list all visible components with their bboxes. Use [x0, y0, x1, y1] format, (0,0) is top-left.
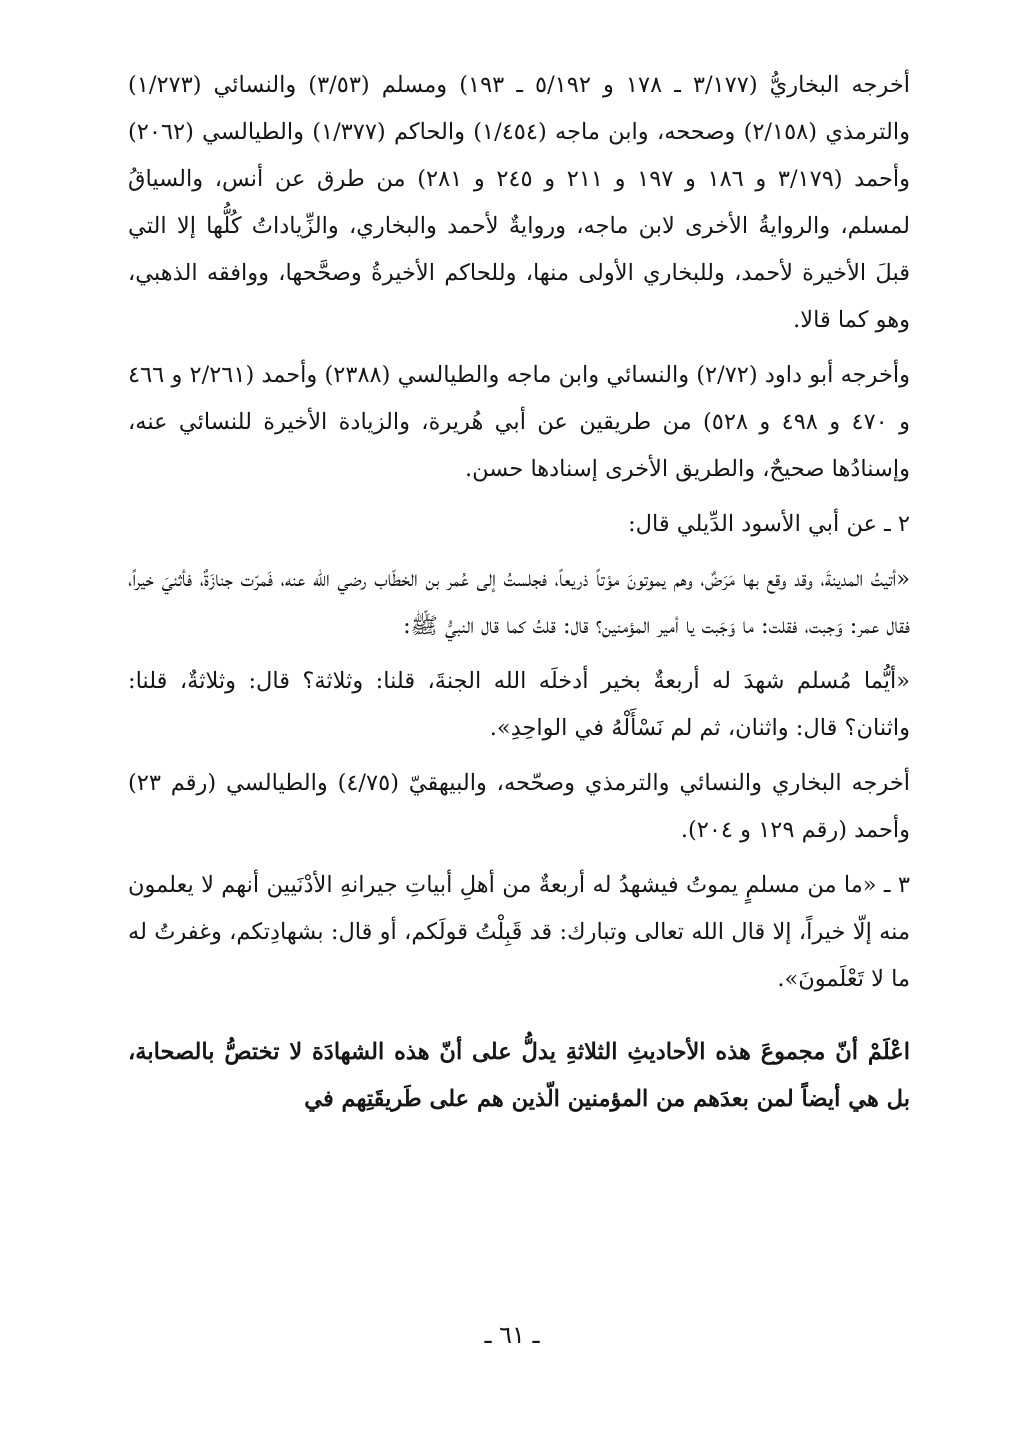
hadith-2-takhrij: أخرجه البخاري والنسائي والترمذي وصحّحه، والبيهقيّ (٤/٧٥) والطيالسي (رقم ٢٣) وأحمد (رقم ١٢٩ و ٢٠٤). — [128, 770, 910, 843]
commentary-paragraph: اعْلَمْ أنّ مجموعَ هذه الأحاديثِ الثلاثةِ يدلُّ على أنّ هذه الشهادَة لا تختصُّ بالصحابة، بل هي أيضاً لمن بعدَهم من المؤمنين الّذين هم على طَريقَتِهم في — [128, 1039, 910, 1112]
hadith-2-prophetic-saying: «أيُّما مُسلم شهدَ له أربعةٌ بخير أدخلَه الله الجنةَ، قلنا: وثلاثة؟ قال: وثلاثةٌ، قلنا: واثنان؟ قال: واثنان، ثم لم نَسْأَلْهُ في الواحِدِ». — [128, 668, 910, 741]
page-number: ـ ٦١ ـ — [484, 1321, 540, 1349]
hadith-3-text: ٣ ـ «ما من مسلمٍ يموتُ فيشهدُ له أربعةٌ من أهلِ أبياتِ جيرانهِ الأدْنَيين أنهم لا يعلمون منه إلّا خيراً، إلا قال الله تعالى وتبارك: قد قَبِلْتُ قولَكم، أو قال: بشهادِتكم، وغفرتُ له ما لا تَعْلَمونَ». — [128, 872, 910, 992]
hadith-2-heading: ٢ ـ عن أبي الأسود الدِّيلي قال: — [628, 511, 910, 537]
page-body — [128, 62, 910, 1123]
takhrij-anas-paragraph: أخرجه البخاريُّ (٣/١٧٧ ـ ١٧٨ و ٥/١٩٢ ـ ١٩٣) ومسلم (٣/٥٣) والنسائي (١/٢٧٣) والترمذي (٢/١٥٨) وصححه، وابن ماجه (١/٤٥٤) والحاكم (١/٣٧٧) والطيالسي (٢٠٦٢) وأحمد (٣/١٧٩ و ١٨٦ و ١٩٧ و ٢١١ و ٢٤٥ و ٢٨١) من طرق عن أنس، والسياقُ لمسلم، والروايةُ الأخرى لابن ماجه، وروايةٌ لأحمد والبخاري، والزِّياداتُ كُلُّها إلا التي قبلَ الأخيرة لأحمد، وللبخاري الأولى منها، وللحاكم الأخيرةُ وصحَّحها، ووافقه الذهبي، وهو كما قالا. — [128, 72, 911, 333]
hadith-2-narration: «أتيتُ المدينةَ، وقد وقع بها مَرَضٌ، وهم يموتونَ موْتاً ذريعاً، فجلستُ إلى عُمر بن الخطّاب رضي الله عنه، فَمرّت جنازَةٌ، فأثنيَ خيراً، فقال عمر: وَجبت، فقلت: ما وَجَبت يا أمير المؤمنين؟ قال: قلتُ كما قال النبيُّ ﷺ: — [128, 566, 910, 639]
takhrij-abu-hurayra-paragraph: وأخرجه أبو داود (٢/٧٢) والنسائي وابن ماجه والطيالسي (٢٣٨٨) وأحمد (٢/٢٦١ و ٤٦٦ و ٤٧٠ و ٤٩٨ و ٥٢٨) من طريقين عن أبي هُريرة، والزيادة الأخيرة للنسائي عنه، وإسنادُها صحيحٌ، والطريق الأخرى إسنادها حسن. — [128, 362, 910, 482]
